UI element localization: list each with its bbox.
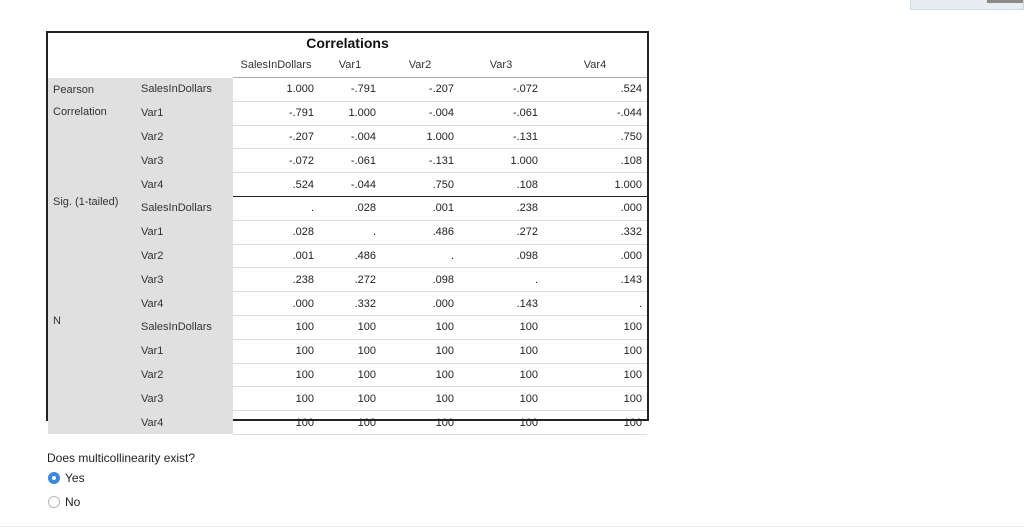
column-header: Var1: [319, 53, 381, 78]
table-cell: .: [459, 268, 543, 292]
table-cell: .272: [459, 220, 543, 244]
table-cell: 1.000: [233, 78, 319, 102]
table-cell: 100: [319, 363, 381, 387]
table-cell: .750: [543, 125, 647, 149]
table-cell: .486: [319, 244, 381, 268]
table-cell: 100: [319, 387, 381, 411]
table-cell: .332: [319, 292, 381, 316]
table-cell: .143: [459, 292, 543, 316]
table-cell: .000: [543, 244, 647, 268]
option-no[interactable]: [48, 495, 80, 509]
table-cell: .028: [319, 196, 381, 220]
table-cell: .028: [233, 220, 319, 244]
table-row: [48, 411, 647, 435]
table-cell: 100: [233, 315, 319, 339]
correlations-table: [46, 31, 649, 429]
table-title-row: [48, 33, 647, 53]
row-label: Var3: [133, 149, 233, 173]
table-cell: -.004: [319, 125, 381, 149]
table-row: [48, 315, 647, 339]
table-cell: 100: [381, 387, 459, 411]
table-cell: 100: [459, 411, 543, 435]
radio-button[interactable]: [48, 496, 60, 508]
table-cell: 1.000: [381, 125, 459, 149]
table-row: [48, 173, 647, 197]
column-header: Var4: [543, 53, 647, 78]
table-cell: -.072: [459, 78, 543, 102]
table-cell: -.044: [543, 101, 647, 125]
table-cell: 100: [381, 339, 459, 363]
table-cell: 1.000: [459, 149, 543, 173]
row-label: Var4: [133, 173, 233, 197]
row-label: SalesInDollars: [133, 196, 233, 220]
table-cell: -.072: [233, 149, 319, 173]
table-cell: 100: [543, 387, 647, 411]
table-cell: -.061: [319, 149, 381, 173]
option-yes[interactable]: [48, 471, 85, 485]
top-right-panel-edge: [910, 0, 1024, 10]
table-cell: 100: [233, 411, 319, 435]
table-title: Correlations: [306, 35, 389, 51]
table-row: [48, 220, 647, 244]
table-cell: 100: [319, 411, 381, 435]
option-label: Yes: [65, 471, 85, 485]
table-cell: 100: [319, 315, 381, 339]
table-row: [48, 268, 647, 292]
row-label: SalesInDollars: [133, 315, 233, 339]
table-cell: 100: [543, 363, 647, 387]
row-label: SalesInDollars: [133, 78, 233, 102]
table-cell: 100: [233, 387, 319, 411]
option-label: No: [65, 495, 81, 509]
row-label: Var4: [133, 411, 233, 435]
table-row: [48, 387, 647, 411]
table-cell: .272: [319, 268, 381, 292]
table-cell: -.791: [233, 101, 319, 125]
table-cell: -.207: [233, 125, 319, 149]
grip-handle: [987, 0, 1023, 3]
table-cell: .524: [233, 173, 319, 197]
question-text: Does multicollinearity exist?: [47, 451, 196, 465]
table-cell: .332: [543, 220, 647, 244]
table-cell: 100: [543, 411, 647, 435]
table-cell: 100: [381, 411, 459, 435]
table-cell: 100: [459, 363, 543, 387]
column-header: Var2: [381, 53, 459, 78]
header-corner: [133, 53, 233, 78]
table-cell: .486: [381, 220, 459, 244]
table-cell: -.131: [381, 149, 459, 173]
table-cell: .143: [543, 268, 647, 292]
table-cell: -.207: [381, 78, 459, 102]
table-cell: -.044: [319, 173, 381, 197]
column-header: Var3: [459, 53, 543, 78]
table-cell: -.004: [381, 101, 459, 125]
row-label: Var1: [133, 101, 233, 125]
table-row: [48, 125, 647, 149]
table-cell: .238: [459, 196, 543, 220]
group-label: Pearson Correlation: [48, 78, 133, 197]
row-label: Var4: [133, 292, 233, 316]
row-label: Var3: [133, 387, 233, 411]
table-cell: .750: [381, 173, 459, 197]
table-cell: .: [233, 196, 319, 220]
group-label: Sig. (1-tailed): [48, 196, 133, 315]
table-cell: .108: [543, 149, 647, 173]
table-cell: .000: [381, 292, 459, 316]
table-row: [48, 292, 647, 316]
table-row: [48, 339, 647, 363]
table-cell: 100: [233, 339, 319, 363]
row-label: Var1: [133, 220, 233, 244]
table-cell: .098: [459, 244, 543, 268]
table-cell: .: [319, 220, 381, 244]
table-row: [48, 196, 647, 220]
table-cell: .524: [543, 78, 647, 102]
table-row: [48, 244, 647, 268]
table-cell: 100: [543, 315, 647, 339]
table-cell: 1.000: [543, 173, 647, 197]
table-cell: 100: [459, 339, 543, 363]
table-cell: .: [381, 244, 459, 268]
row-label: Var3: [133, 268, 233, 292]
table-row: [48, 101, 647, 125]
table-cell: 100: [459, 315, 543, 339]
table-cell: 100: [543, 339, 647, 363]
table-row: [48, 363, 647, 387]
table-cell: .108: [459, 173, 543, 197]
row-label: Var2: [133, 363, 233, 387]
table-cell: 100: [459, 387, 543, 411]
radio-button[interactable]: [48, 472, 60, 484]
table-cell: .098: [381, 268, 459, 292]
table-cell: .000: [543, 196, 647, 220]
table-cell: .001: [381, 196, 459, 220]
table-cell: -.791: [319, 78, 381, 102]
group-label: N: [48, 315, 133, 434]
table-cell: .001: [233, 244, 319, 268]
header-corner: [48, 53, 133, 78]
column-header-row: [48, 53, 647, 78]
row-label: Var1: [133, 339, 233, 363]
table-cell: .: [543, 292, 647, 316]
table-cell: .000: [233, 292, 319, 316]
table-cell: 100: [381, 315, 459, 339]
table-cell: 100: [381, 363, 459, 387]
row-label: Var2: [133, 244, 233, 268]
table-cell: 100: [233, 363, 319, 387]
table-cell: -.061: [459, 101, 543, 125]
table-cell: .238: [233, 268, 319, 292]
table-cell: 1.000: [319, 101, 381, 125]
table-cell: 100: [319, 339, 381, 363]
row-label: Var2: [133, 125, 233, 149]
table-row: [48, 149, 647, 173]
table-row: [48, 78, 647, 102]
column-header: SalesInDollars: [233, 53, 319, 78]
table-cell: -.131: [459, 125, 543, 149]
